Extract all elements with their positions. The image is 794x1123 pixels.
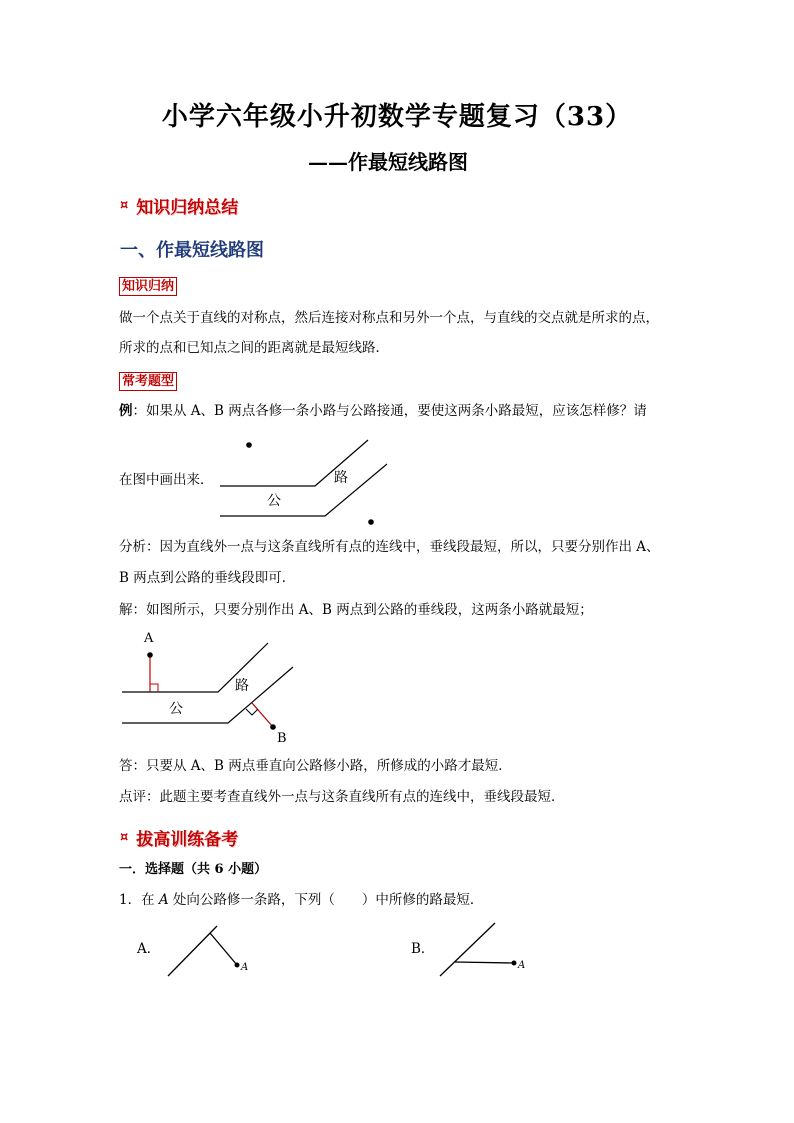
- perpendicular-b: [252, 703, 273, 727]
- comment-line: 点评：此题主要考查直线外一点与这条直线所有点的连线中，垂线段最短．: [119, 789, 565, 805]
- question-text: 处向公路修一条路，下列（ ）中所修的路最短．: [168, 892, 484, 908]
- point-b: [368, 519, 374, 525]
- point-a: [246, 442, 252, 448]
- road-lower-edge: [220, 464, 387, 516]
- question-1: [119, 890, 483, 910]
- option-b-label: B．: [411, 941, 435, 957]
- section-advanced-training: [120, 825, 238, 850]
- section-bullet-icon: ¤: [120, 198, 129, 213]
- point-a-label: A: [241, 962, 249, 973]
- question-var: A: [158, 892, 169, 908]
- solution-line: 解：如图所示，只要分别作出 A、B 两点到公路的垂线段，这两条小路就最短；: [119, 602, 593, 618]
- answer-line: 答：只要从 A、B 两点垂直向公路修小路，所修成的小路才最短．: [119, 758, 512, 774]
- route-line: [210, 933, 237, 965]
- choice-heading: 一．选择题（共 6 小题）: [119, 862, 268, 877]
- analysis-line-2: B 两点到公路的垂线段即可．: [119, 570, 296, 586]
- road-label-lu: 路: [235, 678, 249, 694]
- example-prefix: 例: [119, 403, 133, 419]
- road-label-lu: 路: [334, 470, 348, 486]
- right-angle-mark-b: [246, 709, 258, 715]
- tag-common-questions: 常考题型: [119, 372, 177, 391]
- point-a: [147, 652, 153, 658]
- label-b: B: [277, 731, 287, 746]
- road-label-gong: 公: [267, 493, 281, 509]
- point-b: [270, 724, 276, 730]
- option-a-label: A．: [137, 941, 161, 957]
- road-lower-edge: [122, 667, 293, 723]
- page-subtitle: ——作最短线路图: [308, 150, 468, 174]
- road-figure-2: [115, 625, 300, 750]
- road-label-gong: 公: [169, 701, 183, 717]
- road-line: [440, 923, 495, 976]
- knowledge-line-1: 做一个点关于直线的对称点，然后连接对称点和另外一个点，与直线的交点就是所求的点，: [119, 310, 659, 326]
- point-a: [235, 963, 240, 968]
- page-title: 小学六年级小升初数学专题复习（33）: [161, 102, 633, 132]
- knowledge-line-2: 所求的点和已知点之间的距离就是最短线路．: [119, 340, 389, 356]
- example-line-1: [119, 401, 647, 421]
- route-line: [455, 962, 514, 963]
- tag-knowledge: 知识归纳: [119, 277, 177, 296]
- section-title: 知识归纳总结: [136, 198, 239, 218]
- section-bullet-icon: ¤: [120, 830, 129, 845]
- point-a-label: A: [518, 960, 526, 971]
- label-a: A: [144, 631, 154, 646]
- question-number: 1．在: [119, 892, 159, 908]
- section-title: 拔高训练备考: [136, 830, 239, 850]
- point-a: [512, 961, 517, 966]
- example-text: ：如果从 A、B 两点各修一条小路与公路接通，要使这两条小路最短，应该怎样修？请: [132, 403, 647, 419]
- option-a-figure: [160, 918, 260, 980]
- section-knowledge-summary: [120, 193, 238, 218]
- example-line-2: 在图中画出来．: [119, 472, 214, 488]
- road-figure-1: [210, 430, 400, 530]
- heading-shortest-route: 一、作最短线路图: [120, 240, 264, 261]
- analysis-line-1: 分析：因为直线外一点与这条直线所有点的连线中，垂线段最短，所以，只要分别作出 A、: [119, 539, 660, 555]
- option-b-figure: [432, 918, 532, 980]
- right-angle-mark-a: [150, 684, 158, 692]
